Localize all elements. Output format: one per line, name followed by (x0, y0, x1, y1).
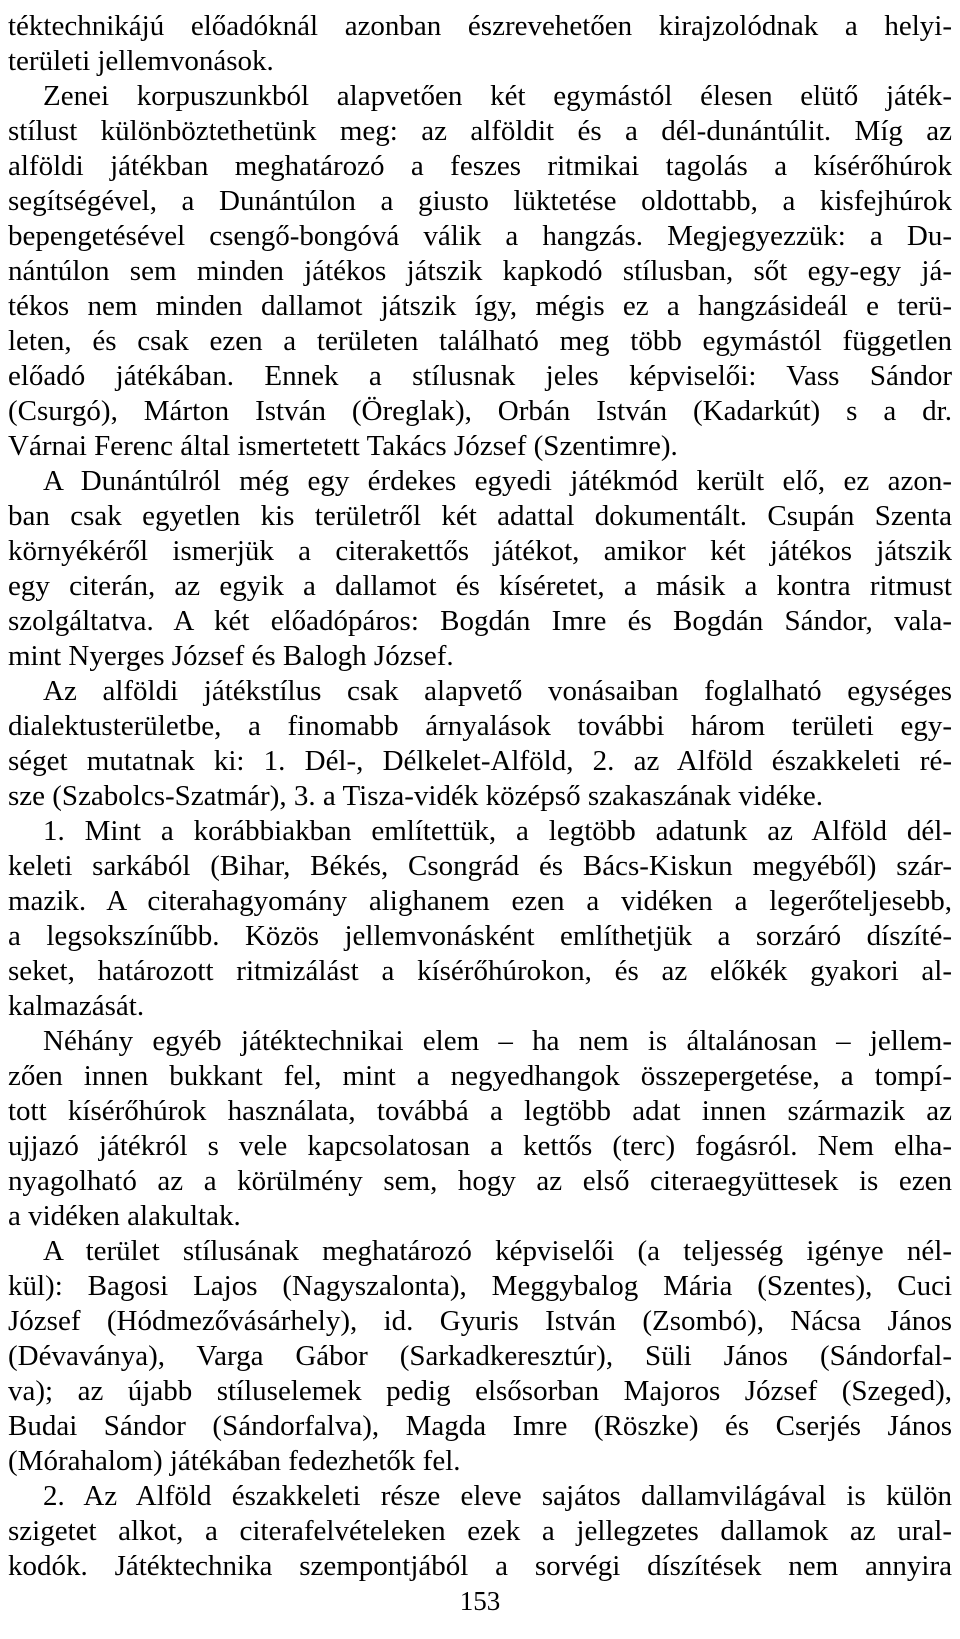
text-line: nántúlon sem minden játékos játszik kapkodó stílusban, sőt egy-egy já- (8, 255, 952, 287)
text-line: alföldi játékban meghatározó a feszes ritmikai tagolás a kísérőhúrok (8, 150, 952, 182)
text-line: előadó játékában. Ennek a stílusnak jeles képviselői: Vass Sándor (8, 360, 952, 392)
text-line: A Dunántúlról még egy érdekes egyedi játékmód került elő, ez azon- (43, 465, 952, 497)
text-line: kül): Bagosi Lajos (Nagyszalonta), Meggybalog Mária (Szentes), Cuci (8, 1270, 952, 1302)
text-line: bepengetésével csengő-bongóvá válik a hangzás. Megjegyezzük: a Du- (8, 220, 952, 252)
text-line: 1. Mint a korábbiakban említettük, a legtöbb adatunk az Alföld dél- (43, 815, 952, 847)
text-line: kalmazását. (8, 990, 145, 1022)
text-line: sze (Szabolcs-Szatmár), 3. a Tisza-vidék középső szakaszának vidéke. (8, 780, 823, 812)
text-line: szolgáltatva. A két előadópáros: Bogdán Imre és Bogdán Sándor, vala- (8, 605, 952, 637)
text-line: tékos nem minden dallamot játszik így, mégis ez a hangzásideál e terü- (8, 290, 952, 322)
text-line: József (Hódmezővásárhely), id. Gyuris István (Zsombó), Nácsa János (8, 1305, 952, 1337)
text-line: dialektusterületbe, a finomabb árnyalások további három területi egy- (8, 710, 952, 742)
text-line: téktechnikájú előadóknál azonban észrevehetően kirajzolódnak a helyi- (8, 10, 952, 42)
text-line: területi jellemvonások. (8, 45, 274, 77)
text-line: mint Nyerges József és Balogh József. (8, 640, 454, 672)
text-line: kodók. Játéktechnika szempontjából a sorvégi díszítések nem annyira (8, 1550, 952, 1582)
text-line: ujjazó játékról s vele kapcsolatosan a kettős (terc) fogásról. Nem elha- (8, 1130, 952, 1162)
text-line: va); az újabb stíluselemek pedig elsősorban Majoros József (Szeged), (8, 1375, 952, 1407)
text-line: ban csak egyetlen kis területről két adattal dokumentált. Csupán Szenta (8, 500, 952, 532)
text-line: leten, és csak ezen a területen található meg több egymástól független (8, 325, 952, 357)
text-line: környékéről ismerjük a citerakettős játékot, amikor két játékos játszik (8, 535, 952, 567)
text-line: séget mutatnak ki: 1. Dél-, Délkelet-Alföld, 2. az Alföld északkeleti ré- (8, 745, 952, 777)
text-line: a legsokszínűbb. Közös jellemvonásként említhetjük a sorzáró díszíté- (8, 920, 952, 952)
text-line: Az alföldi játékstílus csak alapvető vonásaiban foglalható egységes (43, 675, 952, 707)
text-line: a vidéken alakultak. (8, 1200, 241, 1232)
text-line: egy citerán, az egyik a dallamot és kíséretet, a másik a kontra ritmust (8, 570, 952, 602)
text-line: mazik. A citerahagyomány alighanem ezen a vidéken a legerőteljesebb, (8, 885, 952, 917)
text-line: keleti sarkából (Bihar, Békés, Csongrád és Bács-Kiskun megyéből) szár- (8, 850, 952, 882)
text-line: szigetet alkot, a citerafelvételeken ezek a jellegzetes dallamok az ural- (8, 1515, 952, 1547)
text-line: nyagolható az a körülmény sem, hogy az első citeraegyüttesek is ezen (8, 1165, 952, 1197)
text-line: A terület stílusának meghatározó képviselői (a teljesség igénye nél- (43, 1235, 952, 1267)
text-line: Zenei korpuszunkból alapvetően két egymástól élesen elütő játék- (43, 80, 952, 112)
text-line: zően innen bukkant fel, mint a negyedhangok összepergetése, a tompí- (8, 1060, 952, 1092)
text-line: seket, határozott ritmizálást a kísérőhúrokon, és az előkék gyakori al- (8, 955, 952, 987)
text-line: tott kísérőhúrok használata, továbbá a legtöbb adat innen származik az (8, 1095, 952, 1127)
text-line: Néhány egyéb játéktechnikai elem – ha nem is általánosan – jellem- (43, 1025, 952, 1057)
text-line: (Dévaványa), Varga Gábor (Sarkadkeresztúr), Süli János (Sándorfal- (8, 1340, 952, 1372)
text-line: (Mórahalom) játékában fedezhetők fel. (8, 1445, 461, 1477)
text-line: 2. Az Alföld északkeleti része eleve sajátos dallamvilágával is külön (43, 1480, 952, 1512)
text-line: segítségével, a Dunántúlon a giusto lüktetése oldottabb, a kisfejhúrok (8, 185, 952, 217)
text-line: Várnai Ferenc által ismertetett Takács József (Szentimre). (8, 430, 678, 462)
text-line: (Csurgó), Márton István (Öreglak), Orbán István (Kadarkút) s a dr. (8, 395, 952, 427)
page-number: 153 (459, 1586, 501, 1616)
text-line: Budai Sándor (Sándorfalva), Magda Imre (Röszke) és Cserjés János (8, 1410, 952, 1442)
text-line: stílust különböztethetünk meg: az alföldit és a dél-dunántúlit. Míg az (8, 115, 952, 147)
